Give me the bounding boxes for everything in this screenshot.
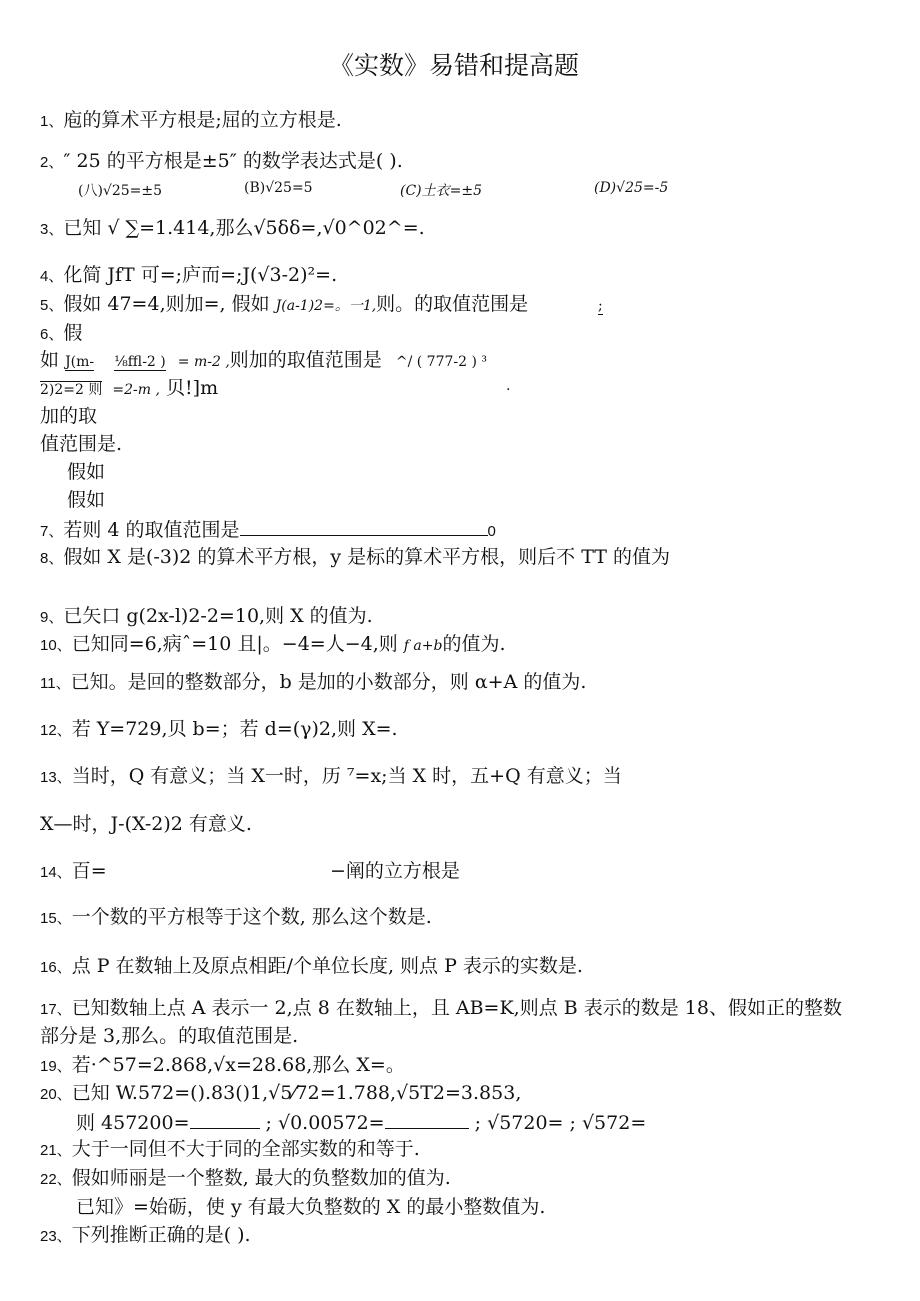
- question-text: 若·^57=2.868,√x=28.68,那么 X=。: [71, 1054, 405, 1076]
- question-number: 14、: [40, 864, 72, 881]
- question-6-line-5: 假如: [67, 461, 106, 483]
- line-expression-4: ^/ ( 777-2 ) ³: [395, 354, 488, 370]
- question-text: ″ 25 的平方根是±5″ 的数学表达式是( ).: [63, 150, 403, 172]
- option-c: (C)土衣=±5: [400, 183, 483, 199]
- question-text: 假如师丽是一个整数, 最大的负整数加的值为.: [71, 1167, 451, 1189]
- question-8: [40, 545, 670, 571]
- line-text: 贝!]m: [166, 377, 219, 399]
- page-title: 《实数》易错和提高题: [329, 51, 580, 80]
- line-expression-3: = m-2 ,: [177, 354, 230, 370]
- question-text-a: 假如 47=4,则加=, 假如: [63, 293, 270, 315]
- question-number: 17、: [40, 1001, 72, 1018]
- question-number: 5、: [40, 297, 64, 314]
- question-text: 已知 √ ∑=1.414,那么√5δδ=,√0^02^=.: [63, 217, 425, 239]
- question-number: 12、: [40, 722, 72, 739]
- question-22: [40, 1166, 451, 1192]
- question-number: 23、: [40, 1228, 72, 1245]
- question-number: 4、: [40, 268, 64, 285]
- question-number: 9、: [40, 609, 64, 626]
- question-number: 15、: [40, 910, 72, 927]
- question-number: 22、: [40, 1171, 72, 1188]
- question-number: 20、: [40, 1086, 72, 1103]
- question-number: 16、: [40, 959, 72, 976]
- question-6: [40, 321, 82, 347]
- question-number: 2、: [40, 154, 64, 171]
- question-23: [40, 1223, 251, 1249]
- question-text: 已矢口 g(2x-l)2-2=10,则 X 的值为.: [63, 605, 373, 627]
- question-text: 化简 JfT 可=;庐而=;J(√3-2)²=.: [63, 264, 338, 286]
- option-a: (八)√25=±5: [78, 183, 163, 199]
- answer-label-3: ; √5720= ; √572=: [474, 1112, 647, 1134]
- question-number: 8、: [40, 550, 64, 567]
- question-text-c: 的值为.: [442, 633, 506, 655]
- question-6-line-6: 假如: [67, 489, 106, 511]
- question-11: [40, 670, 586, 696]
- question-text: 假: [63, 322, 83, 344]
- line-expression-1: J(m-: [65, 354, 95, 370]
- question-text: 若 Y=729,贝 b=；若 d=(γ)2,则 X=.: [71, 718, 398, 740]
- question-text-a: 已知同=6,病ˆ=10 且|。−4=人−4,则: [71, 633, 398, 655]
- question-number: 10、: [40, 637, 72, 654]
- question-text-c: 则。的取值范围是: [376, 293, 529, 315]
- question-9: [40, 604, 373, 630]
- question-expression: f a+b: [403, 638, 443, 654]
- option-b: (B)√25=5: [244, 180, 313, 196]
- question-17-continued: 部分是 3,那么。的取值范围是.: [40, 1025, 299, 1047]
- line-text-2: 则加的取值范围是: [229, 349, 382, 371]
- question-17: [40, 996, 842, 1022]
- answer-blank-end: ;: [598, 298, 603, 314]
- question-5: [40, 292, 528, 318]
- question-20-answers: [76, 1110, 646, 1135]
- question-text: 一个数的平方根等于这个数, 那么这个数是.: [71, 906, 432, 928]
- question-text: 已知。是回的整数部分，b 是加的小数部分，则 α+A 的值为.: [70, 671, 587, 693]
- line-dot: .: [506, 378, 511, 394]
- question-number: 13、: [40, 769, 72, 786]
- question-number: 7、: [40, 523, 64, 540]
- question-6-line-1: [40, 348, 487, 374]
- line-expression-2: ⅛ffl-2 ): [114, 354, 166, 370]
- question-22-continued: 已知》=始砺，使 y 有最大负整数的 X 的最小整数值为.: [76, 1196, 546, 1218]
- answer-blank-2: [385, 1110, 469, 1129]
- question-text: 庖的算术平方根是;屈的立方根是.: [63, 109, 342, 131]
- question-1: [40, 108, 342, 134]
- answer-label-1: 则 457200=: [76, 1112, 190, 1134]
- question-number: 19、: [40, 1058, 72, 1075]
- question-6-line-4: 值范围是.: [40, 433, 123, 455]
- question-text-a: 百=: [71, 860, 107, 882]
- question-text: 当时，Q 有意义；当 X一时，历 ⁷=x;当 X 时，五+Q 有意义；当: [71, 765, 622, 787]
- question-13-continued: X—时，J-(X-2)2 有意义.: [40, 813, 252, 835]
- question-number: 11、: [40, 675, 71, 692]
- question-text: 点 P 在数轴上及原点相距/个单位长度, 则点 P 表示的实数是.: [71, 955, 583, 977]
- question-6-line-3: 加的取: [40, 405, 98, 427]
- question-text: 已知 W.572=().83()1,√5⁄72=1.788,√5T2=3.853,: [71, 1082, 522, 1104]
- question-text: 已知数轴上点 A 表示一 2,点 8 在数轴上，且 AB=K,则点 B 表示的数是 18、假如正的整数: [71, 997, 842, 1019]
- question-7: [40, 517, 496, 544]
- question-20: [40, 1081, 521, 1107]
- question-6-line-2: [40, 376, 218, 402]
- question-16: [40, 954, 583, 980]
- question-12: [40, 717, 398, 743]
- question-14: [40, 859, 107, 885]
- line-text: 如: [40, 349, 60, 371]
- question-end: 0: [487, 523, 496, 540]
- question-number: 6、: [40, 326, 64, 343]
- line-expression: 2)2=2 则: [40, 382, 103, 398]
- question-text: 若则 4 的取值范围是: [63, 519, 240, 541]
- question-2: [40, 149, 403, 175]
- question-number: 21、: [40, 1142, 72, 1159]
- question-number: 1、: [40, 113, 64, 130]
- question-10: [40, 632, 506, 658]
- question-text: 大于一同但不大于同的全部实数的和等于.: [71, 1138, 420, 1160]
- question-13: [40, 764, 622, 790]
- question-19: [40, 1053, 405, 1079]
- question-14-part-b: −阐的立方根是: [330, 860, 460, 882]
- question-text: 下列推断正确的是( ).: [71, 1224, 251, 1246]
- question-expression: J(a-1)2=。一1,: [275, 298, 377, 314]
- question-4: [40, 263, 337, 289]
- question-21: [40, 1137, 420, 1163]
- answer-blank: [240, 517, 488, 536]
- question-3: [40, 216, 425, 242]
- answer-blank-1: [190, 1110, 260, 1129]
- option-d: (D)√25=-5: [594, 180, 669, 196]
- line-expression-2: =2-m ,: [112, 382, 160, 398]
- question-text: 假如 X 是(-3)2 的算术平方根，y 是标的算术平方根，则后不 TT 的值为: [63, 546, 670, 568]
- question-15: [40, 905, 432, 931]
- answer-label-2: ; √0.00572=: [265, 1112, 385, 1134]
- question-number: 3、: [40, 221, 64, 238]
